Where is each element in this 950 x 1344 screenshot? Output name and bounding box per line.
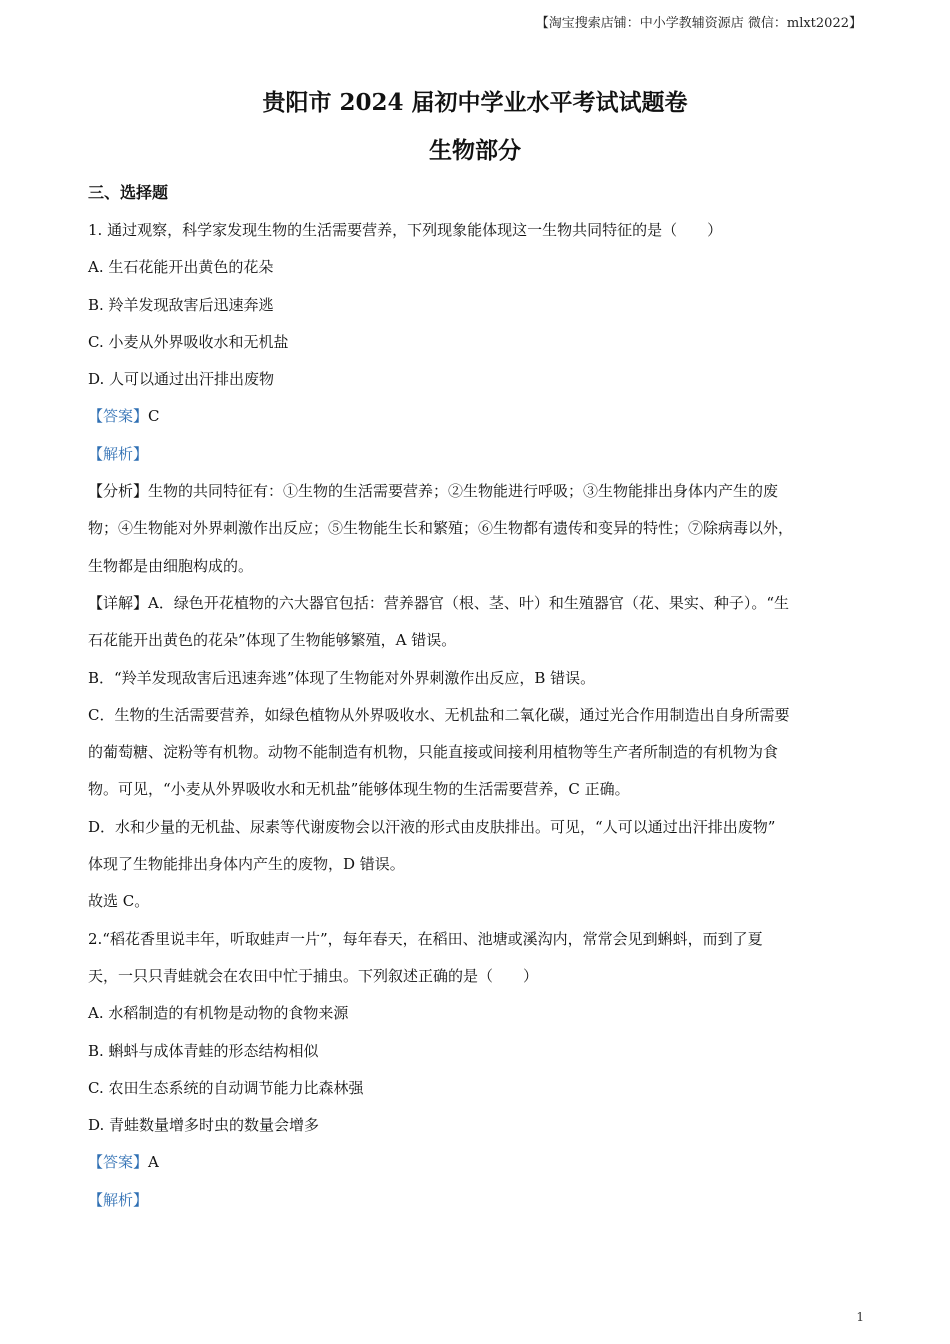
option-a: A. 水稻制造的有机物是动物的食物来源 [88, 1004, 349, 1023]
analysis-text: 体现了生物能排出身体内产生的废物，D 错误。 [88, 855, 405, 874]
header-note: 【淘宝搜索店铺：中小学教辅资源店 微信：mlxt2022】 [535, 16, 862, 31]
analysis-text: 故选 C。 [88, 892, 150, 911]
analysis-text: 物；④生物能对外界刺激作出反应；⑤生物能生长和繁殖；⑥生物都有遗传和变异的特性；⑦除病毒以外， [88, 519, 794, 538]
option-b: B. 羚羊发现敌害后迅速奔逃 [88, 295, 274, 314]
analysis-text: D．水和少量的无机盐、尿素等代谢废物会以汗液的形式由皮肤排出。可见，“人可以通过出汗排出废物” [88, 817, 776, 836]
analysis-label: 【解析】 [88, 444, 149, 463]
question-stem: 1. 通过观察，科学家发现生物的生活需要营养，下列现象能体现这一生物共同特征的是（ ） [88, 221, 723, 239]
answer-label: 【答案】 [88, 407, 149, 426]
analysis-line [88, 1182, 864, 1219]
answer-value: C [148, 407, 160, 426]
option-c: C. 农田生态系统的自动调节能力比森林强 [88, 1078, 364, 1097]
analysis-text: C．生物的生活需要营养，如绿色植物从外界吸收水、无机盐和二氧化碳，通过光合作用制造出自身所需要 [88, 705, 790, 724]
option-d: D. 青蛙数量增多时虫的数量会增多 [88, 1116, 320, 1135]
analysis-text: 【详解】A．绿色开花植物的六大器官包括：营养器官（根、茎、叶）和生殖器官（花、果实、种子）。“生 [88, 593, 790, 612]
question-stem: 2.“稻花香里说丰年，听取蛙声一片”，每年春天，在稻田、池塘或溪沟内，常常会见到蝌蚪，而到了夏 [88, 929, 763, 948]
answer-line [88, 398, 864, 435]
document-body [88, 178, 864, 1219]
analysis-text: 物。可见，“小麦从外界吸收水和无机盐”能够体现生物的生活需要营养，C 正确。 [88, 780, 630, 799]
page-subtitle: 生物部分 [429, 137, 521, 164]
analysis-label: 【解析】 [88, 1190, 149, 1209]
page-title: 贵阳市 2024 届初中学业水平考试试题卷 [262, 89, 688, 116]
analysis-text: 【分析】生物的共同特征有：①生物的生活需要营养；②生物能进行呼吸；③生物能排出身体内产生的废 [88, 482, 779, 501]
analysis-text: 的葡萄糖、淀粉等有机物。动物不能制造有机物，只能直接或间接利用植物等生产者所制造的有机物为食 [88, 743, 779, 762]
option-d: D. 人可以通过出汗排出废物 [88, 370, 275, 389]
analysis-line [88, 436, 864, 473]
analysis-text: B．“羚羊发现敌害后迅速奔逃”体现了生物能对外界刺激作出反应，B 错误。 [88, 668, 596, 687]
section-heading: 三、选择题 [88, 183, 169, 202]
answer-value: A [148, 1153, 159, 1172]
question-1 [88, 212, 864, 921]
answer-line [88, 1144, 864, 1181]
analysis-text: 生物都是由细胞构成的。 [88, 556, 254, 575]
option-c: C. 小麦从外界吸收水和无机盐 [88, 332, 289, 351]
analysis-text: 石花能开出黄色的花朵”体现了生物能够繁殖，A 错误。 [88, 631, 457, 650]
answer-label: 【答案】 [88, 1153, 149, 1172]
option-b: B. 蝌蚪与成体青蛙的形态结构相似 [88, 1041, 319, 1060]
option-a: A. 生石花能开出黄色的花朵 [88, 258, 274, 277]
question-stem: 天，一只只青蛙就会在农田中忙于捕虫。下列叙述正确的是（ ） [88, 966, 539, 985]
page-number: 1 [856, 1310, 864, 1324]
question-2 [88, 921, 864, 1219]
